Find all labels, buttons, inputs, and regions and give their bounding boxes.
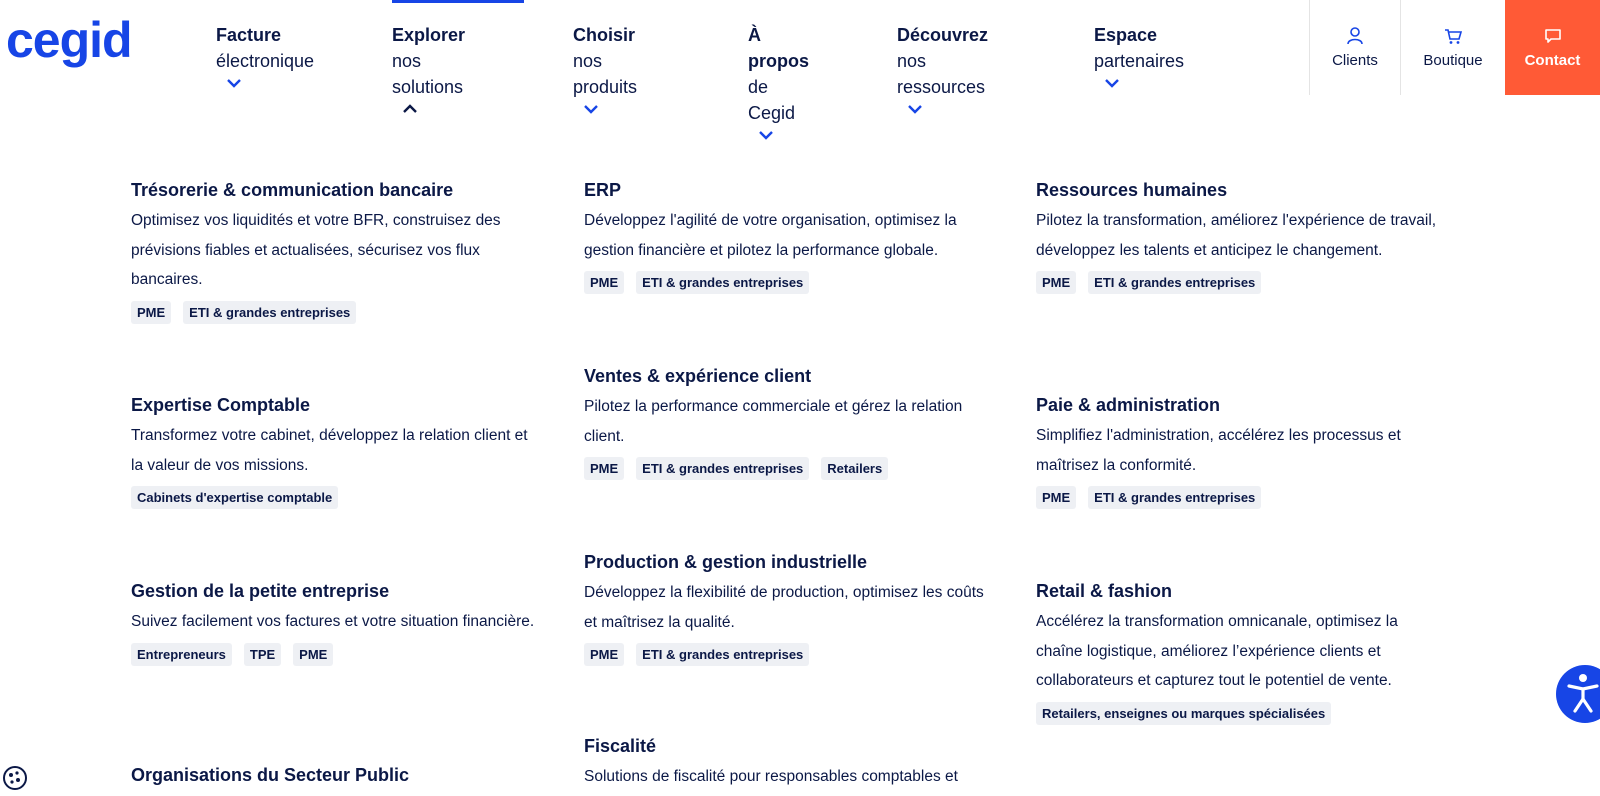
chevron-down-icon xyxy=(758,129,774,141)
solution-card[interactable] xyxy=(584,178,994,294)
tag-list xyxy=(131,301,541,324)
nav-choisir[interactable] xyxy=(573,22,637,118)
solution-description: Suivez facilement vos factures et votre situation financière. xyxy=(131,613,535,630)
nav-decouvrez[interactable] xyxy=(897,22,988,118)
solution-card[interactable] xyxy=(584,550,994,666)
chevron-up-icon xyxy=(402,103,418,115)
clients-label: Clients xyxy=(1332,52,1378,69)
solution-title[interactable]: Organisations du Secteur Public xyxy=(131,765,410,785)
nav-label-line2: partenaires xyxy=(1094,51,1185,71)
tag[interactable]: PME xyxy=(1036,271,1076,294)
nav-label-line1: Choisir xyxy=(573,25,636,45)
tag[interactable]: ETI & grandes entreprises xyxy=(636,643,809,666)
solution-title[interactable]: Paie & administration xyxy=(1036,395,1221,415)
chevron-down-icon xyxy=(583,103,599,115)
solution-title[interactable]: Ressources humaines xyxy=(1036,180,1228,200)
nav-label-line1: Espace xyxy=(1094,25,1158,45)
solution-title[interactable]: Production & gestion industrielle xyxy=(584,552,868,572)
tag[interactable]: ETI & grandes entreprises xyxy=(183,301,356,324)
cookie-settings-button[interactable] xyxy=(2,765,28,791)
tag[interactable]: PME xyxy=(131,301,171,324)
boutique-label: Boutique xyxy=(1423,52,1483,69)
solution-description: Pilotez la performance commerciale et gérez la relation client. xyxy=(584,398,963,445)
solution-description: Transformez votre cabinet, développez la relation client et la valeur de vos missions. xyxy=(131,427,528,474)
solution-title[interactable]: Fiscalité xyxy=(584,736,657,756)
nav-label-line2: nos produits xyxy=(573,51,638,97)
nav-a-propos[interactable] xyxy=(748,22,809,144)
tag[interactable]: PME xyxy=(584,643,624,666)
solution-card[interactable] xyxy=(1036,579,1446,725)
tag-list xyxy=(1036,486,1446,509)
solution-title[interactable]: Trésorerie & communication bancaire xyxy=(131,180,454,200)
tag[interactable]: Cabinets d'expertise comptable xyxy=(131,486,338,509)
nav-label-line2: de Cegid xyxy=(748,77,796,123)
chevron-down-icon xyxy=(226,77,242,89)
chat-icon xyxy=(1543,26,1563,46)
tag-list xyxy=(1036,271,1446,294)
solution-description: Solutions de fiscalité pour responsables comptables et xyxy=(584,768,958,785)
accessibility-icon xyxy=(1556,665,1600,723)
chevron-down-icon xyxy=(907,103,923,115)
tag[interactable]: Entrepreneurs xyxy=(131,643,232,666)
contact-button[interactable] xyxy=(1505,0,1600,95)
tag-list xyxy=(131,643,541,666)
nav-label-line2: nos solutions xyxy=(392,51,464,97)
solution-card[interactable] xyxy=(131,393,541,509)
user-icon xyxy=(1345,26,1365,46)
solution-card[interactable] xyxy=(131,178,541,324)
nav-espace[interactable] xyxy=(1094,22,1184,92)
cart-icon xyxy=(1443,26,1463,46)
solution-card[interactable] xyxy=(1036,393,1446,509)
solution-card[interactable] xyxy=(1036,178,1446,294)
nav-explorer[interactable] xyxy=(392,22,465,118)
clients-button[interactable] xyxy=(1309,0,1400,95)
tag-list xyxy=(584,271,994,294)
tag[interactable]: PME xyxy=(584,271,624,294)
solution-description: Développez l'agilité de votre organisation, optimisez la gestion financière et pilotez la performance globale. xyxy=(584,212,957,259)
tag[interactable]: TPE xyxy=(244,643,281,666)
tag[interactable]: ETI & grandes entreprises xyxy=(1088,271,1261,294)
tag[interactable]: ETI & grandes entreprises xyxy=(636,271,809,294)
solution-description: Pilotez la transformation, améliorez l'expérience de travail, développez les talents et anticipez le changement. xyxy=(1036,212,1437,259)
solution-card[interactable] xyxy=(131,579,541,666)
tag[interactable]: Retailers xyxy=(821,457,888,480)
tag[interactable]: Retailers, enseignes ou marques spécialisées xyxy=(1036,702,1331,725)
chevron-down-icon xyxy=(1104,77,1120,89)
site-header xyxy=(0,0,1600,123)
contact-label: Contact xyxy=(1524,52,1581,69)
tag-list xyxy=(131,486,541,509)
tag-list xyxy=(1036,702,1446,725)
nav-label-line1: Explorer xyxy=(392,25,466,45)
solution-card[interactable] xyxy=(584,364,994,480)
solution-description: Accélérez la transformation omnicanale, optimisez la chaîne logistique, améliorez l’expérience clients et collaborateurs et capturez tout le potentiel de vente. xyxy=(1036,613,1398,689)
tag[interactable]: ETI & grandes entreprises xyxy=(636,457,809,480)
boutique-button[interactable] xyxy=(1400,0,1505,95)
tag[interactable]: PME xyxy=(293,643,333,666)
solution-card[interactable] xyxy=(131,763,541,787)
solution-title[interactable]: Ventes & expérience client xyxy=(584,366,812,386)
tag-list xyxy=(584,457,994,480)
solution-card[interactable] xyxy=(584,734,994,792)
nav-label-line1: À propos xyxy=(748,25,809,71)
solution-title[interactable]: Expertise Comptable xyxy=(131,395,311,415)
nav-facture[interactable] xyxy=(216,22,314,92)
tag-list xyxy=(584,643,994,666)
cegid-logo[interactable]: cegid xyxy=(6,12,132,68)
solution-title[interactable]: Retail & fashion xyxy=(1036,581,1173,601)
solution-title[interactable]: ERP xyxy=(584,180,622,200)
nav-label-line1: Découvrez xyxy=(897,25,989,45)
tag[interactable]: ETI & grandes entreprises xyxy=(1088,486,1261,509)
nav-label-line2: nos ressources xyxy=(897,51,986,97)
solution-description: Optimisez vos liquidités et votre BFR, construisez des prévisions fiables et actualisées, sécurisez vos flux bancaires. xyxy=(131,212,501,288)
tag[interactable]: PME xyxy=(584,457,624,480)
tag[interactable]: PME xyxy=(1036,486,1076,509)
solution-description: Développez la flexibilité de production, optimisez les coûts et maîtrisez la qualité. xyxy=(584,584,984,631)
cookie-icon xyxy=(2,765,28,791)
solution-title[interactable]: Gestion de la petite entreprise xyxy=(131,581,390,601)
nav-label-line2: électronique xyxy=(216,51,315,71)
nav-label-line1: Facture xyxy=(216,25,282,45)
active-nav-indicator xyxy=(392,0,524,3)
solution-description: Simplifiez l'administration, accélérez les processus et maîtrisez la conformité. xyxy=(1036,427,1401,474)
accessibility-button[interactable] xyxy=(1556,665,1600,723)
